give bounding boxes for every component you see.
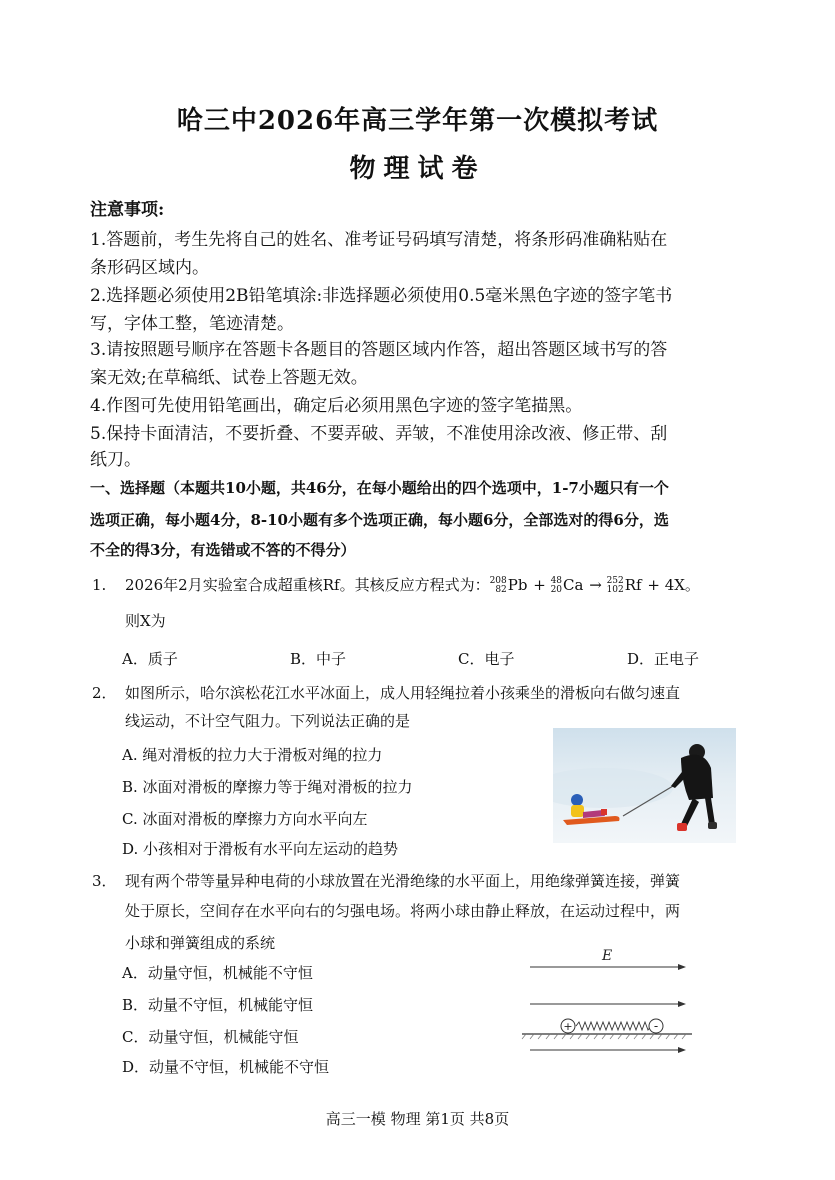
page-footer: 高三一模 物理 第1页 共8页	[325, 1110, 510, 1128]
question-number: 3．	[92, 872, 117, 890]
option-c: C．电子	[458, 650, 515, 668]
option-b: B. 冰面对滑板的摩擦力等于绳对滑板的拉力	[122, 778, 413, 796]
atomic-number: 82	[495, 585, 507, 595]
field-label: E	[602, 948, 613, 964]
field-arrow-icon	[678, 1047, 686, 1053]
question-1-lead: 2026年2月实验室合成超重核Rf。其核反应方程式为：	[125, 576, 490, 594]
negative-charge: -	[653, 1019, 659, 1033]
notice-line: 2.选择题必须使用2B铅笔填涂:非选择题必须使用0.5毫米黑色字迹的签字笔书	[90, 286, 673, 306]
question-3-line2: 处于原长，空间存在水平向右的匀强电场。将两小球由静止释放，在运动过程中，两	[125, 902, 681, 920]
atomic-number: 20	[550, 585, 563, 595]
page-title: 哈三中2026年高三学年第一次模拟考试	[176, 106, 659, 136]
option-d: D. 小孩相对于滑板有水平向左运动的趋势	[122, 840, 399, 858]
notice-line: 5.保持卡面清洁，不要折叠、不要弄破、弄皱，不准使用涂改液、修正带、刮	[90, 424, 668, 444]
element-symbol: Pb	[507, 576, 528, 594]
field-arrow-icon	[678, 1001, 686, 1007]
equation-tail: + 4X。	[642, 576, 700, 594]
electric-field-diagram	[520, 940, 700, 1060]
option-a: A．质子	[122, 650, 178, 668]
atomic-number: 102	[606, 585, 624, 595]
notice-heading: 注意事项:	[90, 200, 165, 220]
notice-line: 写，字体工整，笔迹清楚。	[90, 314, 294, 334]
option-b: B．中子	[290, 650, 347, 668]
question-3-line3: 小球和弹簧组成的系统	[125, 934, 276, 952]
notice-line: 条形码区域内。	[90, 258, 209, 278]
option-c: C. 冰面对滑板的摩擦力方向水平向左	[122, 810, 368, 828]
arrow: →	[584, 576, 607, 594]
plus-sign: +	[528, 576, 551, 594]
option-a: A．动量守恒，机械能不守恒	[122, 964, 313, 982]
element-symbol: Ca	[563, 576, 584, 594]
positive-charge: +	[563, 1020, 573, 1033]
notice-line: 3.请按照题号顺序在答题卡各题目的答题区域内作答，超出答题区域书写的答	[90, 340, 668, 360]
mass-number: 208	[489, 576, 507, 586]
notice-line: 纸刀。	[90, 450, 141, 470]
section-heading: 不全的得3分，有选错或不答的不得分）	[90, 541, 356, 559]
field-arrow-icon	[678, 964, 686, 970]
option-a: A. 绳对滑板的拉力大于滑板对绳的拉力	[122, 746, 383, 764]
mass-number: 252	[606, 576, 624, 586]
section-heading: 选项正确，每小题4分，8-10小题有多个选项正确，每小题6分，全部选对的得6分，选	[90, 511, 669, 529]
nuclear-equation	[490, 576, 700, 594]
option-d: D．动量不守恒，机械能不守恒	[122, 1058, 330, 1076]
option-b: B．动量不守恒，机械能守恒	[122, 996, 314, 1014]
option-d: D．正电子	[627, 650, 700, 668]
notice-line: 1.答题前，考生先将自己的姓名、准考证号码填写清楚，将条形码准确粘贴在	[90, 230, 668, 250]
question-2-line1: 如图所示，哈尔滨松花江水平冰面上，成人用轻绳拉着小孩乘坐的滑板向右做匀速直	[125, 684, 681, 702]
notice-line: 案无效;在草稿纸、试卷上答题无效。	[90, 368, 368, 388]
element-symbol: Rf	[624, 576, 642, 594]
notice-line: 4.作图可先使用铅笔画出，确定后必须用黑色字迹的签字笔描黑。	[90, 396, 583, 416]
spring	[576, 1022, 651, 1030]
mass-number: 48	[550, 576, 563, 586]
question-1-text	[125, 574, 700, 596]
question-number: 2．	[92, 684, 117, 702]
sled-photo	[553, 728, 736, 843]
question-1-line2: 则X为	[125, 612, 166, 630]
option-c: C．动量守恒，机械能守恒	[122, 1028, 299, 1046]
section-heading: 一、选择题（本题共10小题，共46分，在每小题给出的四个选项中，1-7小题只有一个	[90, 479, 669, 497]
question-2-line2: 线运动，不计空气阻力。下列说法正确的是	[125, 712, 411, 730]
question-number: 1.	[92, 576, 107, 594]
question-3-line1: 现有两个带等量异种电荷的小球放置在光滑绝缘的水平面上，用绝缘弹簧连接，弹簧	[125, 872, 681, 890]
page-subtitle: 物理试卷	[349, 154, 486, 184]
